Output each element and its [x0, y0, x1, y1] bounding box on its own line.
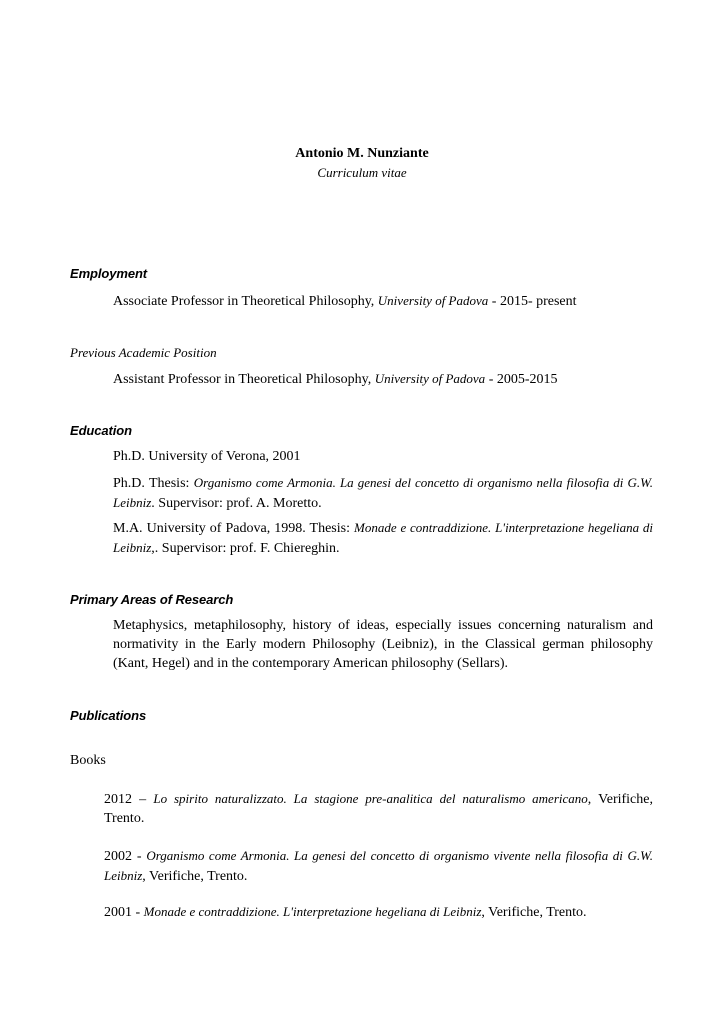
book-title: Monade e contraddizione. L'interpretazione hegeliana di Leibniz — [143, 904, 482, 919]
previous-position-entry — [113, 369, 653, 389]
previous-position-institution: University of Padova — [374, 371, 486, 386]
education-ma — [113, 518, 653, 558]
book-year: 2012 – — [104, 792, 154, 807]
book-year: 2001 - — [104, 905, 144, 920]
education-heading: Education — [70, 423, 132, 438]
book-entry-2012 — [104, 789, 653, 828]
previous-position-title: Assistant Professor in Theoretical Philosophy, — [113, 372, 375, 387]
phd-thesis-title: Organismo come Armonia. La genesi del concetto di organismo nella filosofia di G.W. Leibniz — [113, 475, 653, 510]
book-publisher: , Verifiche, Trento. — [104, 792, 653, 826]
employment-position: Associate Professor in Theoretical Philosophy, — [113, 294, 378, 309]
research-heading: Primary Areas of Research — [70, 592, 234, 607]
ma-thesis-title: Monade e contraddizione. L'interpretazione hegeliana di Leibniz — [113, 520, 654, 555]
book-title: Lo spirito naturalizzato. La stagione pre-analitica del naturalismo americano — [153, 791, 588, 806]
book-publisher: , Verifiche, Trento. — [481, 905, 587, 920]
employment-institution: University of Padova — [377, 293, 489, 308]
books-label: Books — [70, 753, 106, 768]
publications-heading: Publications — [70, 708, 147, 723]
phd-thesis-supervisor: . Supervisor: prof. A. Moretto. — [151, 496, 322, 511]
research-text: Metaphysics, metaphilosophy, history of ideas, especially issues concerning naturalism and normativity in the Early modern Philosophy (Leibniz), in the Classical german philosophy (Kant, Hegel) and in the contemporary American philosophy (Sellars). — [113, 618, 653, 671]
previous-position-heading: Previous Academic Position — [70, 345, 217, 360]
employment-period: - 2015- present — [488, 294, 577, 309]
employment-heading: Employment — [70, 266, 148, 281]
book-entry-2001 — [104, 902, 653, 922]
ma-label: M.A. University of Padova, 1998. Thesis: — [113, 521, 355, 536]
phd-thesis-label: Ph.D. Thesis: — [113, 476, 194, 491]
book-title: Organismo come Armonia. La genesi del concetto di organismo vivente nella filosofia di G.W. Leibniz — [104, 848, 653, 883]
previous-position-period: - 2005-2015 — [485, 372, 558, 387]
book-entry-2002 — [104, 846, 653, 886]
document-subtitle: Curriculum vitae — [317, 165, 407, 180]
education-phd: Ph.D. University of Verona, 2001 — [113, 449, 301, 464]
employment-entry — [113, 291, 653, 311]
book-publisher: , Verifiche, Trento. — [142, 869, 248, 884]
education-phd-thesis — [113, 473, 653, 513]
ma-supervisor: ,. Supervisor: prof. F. Chiereghin. — [151, 541, 340, 556]
author-name: Antonio M. Nunziante — [295, 146, 429, 161]
book-year: 2002 - — [104, 849, 147, 864]
